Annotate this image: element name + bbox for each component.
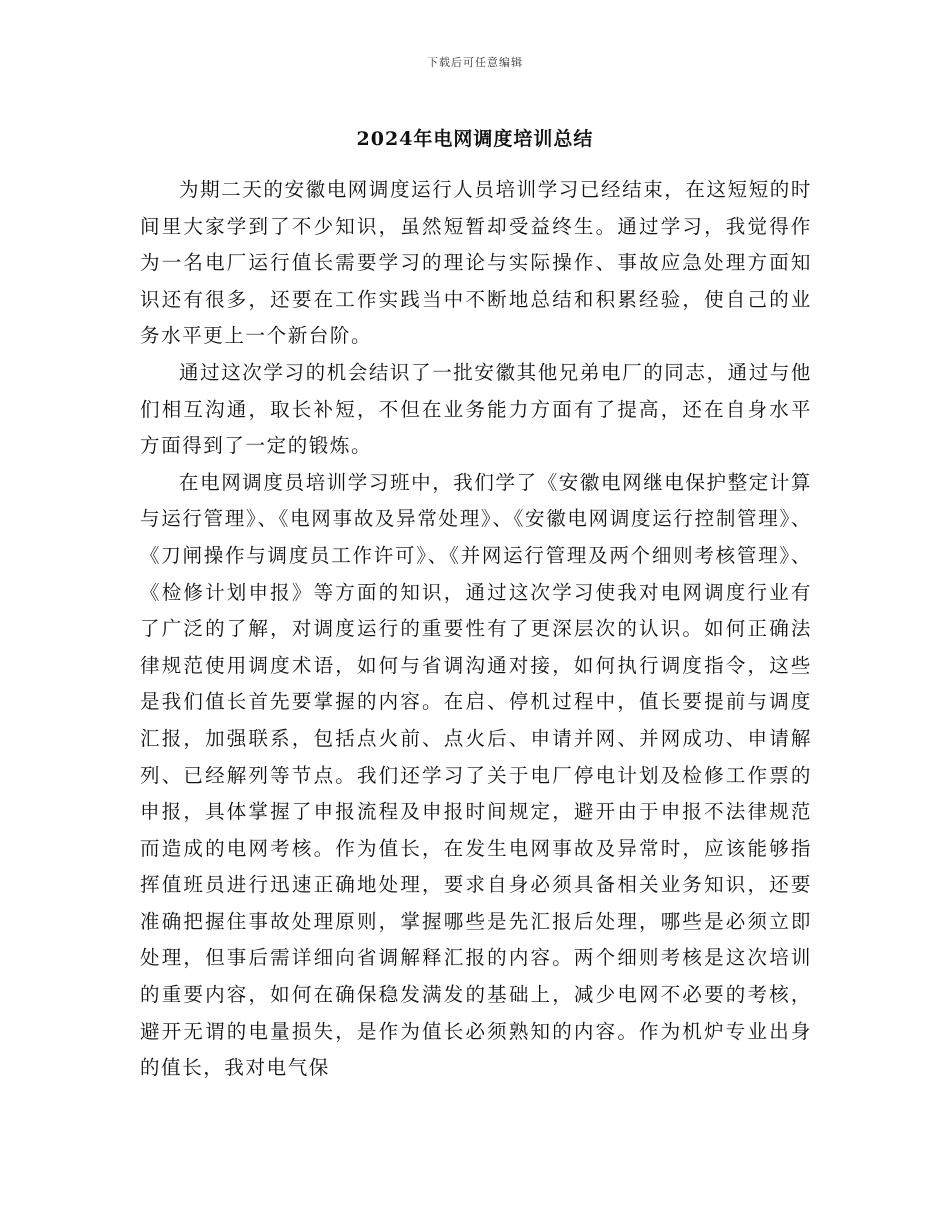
document-body [140, 172, 812, 1087]
document-title: 2024年电网调度培训总结 [356, 128, 594, 150]
header-note: 下载后可任意编辑 [427, 56, 523, 69]
paragraph-2: 通过这次学习的机会结识了一批安徽其他兄弟电厂的同志，通过与他们相互沟通，取长补短，不但在业务能力方面有了提高，还在自身水平方面得到了一定的锻炼。 [140, 360, 813, 458]
paragraph-1: 为期二天的安徽电网调度运行人员培训学习已经结束，在这短短的时间里大家学到了不少知识，虽然短暂却受益终生。通过学习，我觉得作为一名电厂运行值长需要学习的理论与实际操作、事故应急处理方面知识还有很多，还要在工作实践当中不断地总结和积累经验，使自己的业务水平更上一个新台阶。 [140, 178, 813, 348]
paragraph-3: 在电网调度员培训学习班中，我们学了《安徽电网继电保护整定计算与运行管理》、《电网事故及异常处理》、《安徽电网调度运行控制管理》、《刀闸操作与调度员工作许可》、《并网运行管理及两个细则考核管理》、《检修计划申报》等方面的知识，通过这次学习使我对电网调度行业有了广泛的了解，对调度运行的重要性有了更深层次的认识。如何正确法律规范使用调度术语，如何与省调沟通对接，如何执行调度指令，这些是我们值长首先要掌握的内容。在启、停机过程中，值长要提前与调度汇报，加强联系，包括点火前、点火后、申请并网、并网成功、申请解列、已经解列等节点。我们还学习了关于电厂停电计划及检修工作票的申报，具体掌握了申报流程及申报时间规定，避开由于申报不法律规范而造成的电网考核。作为值长，在发生电网事故及异常时，应该能够指挥值班员进行迅速正确地处理，要求自身必须具备相关业务知识，还要准确把握住事故处理原则，掌握哪些是先汇报后处理，哪些是必须立即处理，但事后需详细向省调解释汇报的内容。两个细则考核是这次培训的重要内容，如何在确保稳发满发的基础上，减少电网不必要的考核，避开无谓的电量损失，是作为值长必须熟知的内容。作为机炉专业出身的值长，我对电气保 [140, 470, 813, 1080]
